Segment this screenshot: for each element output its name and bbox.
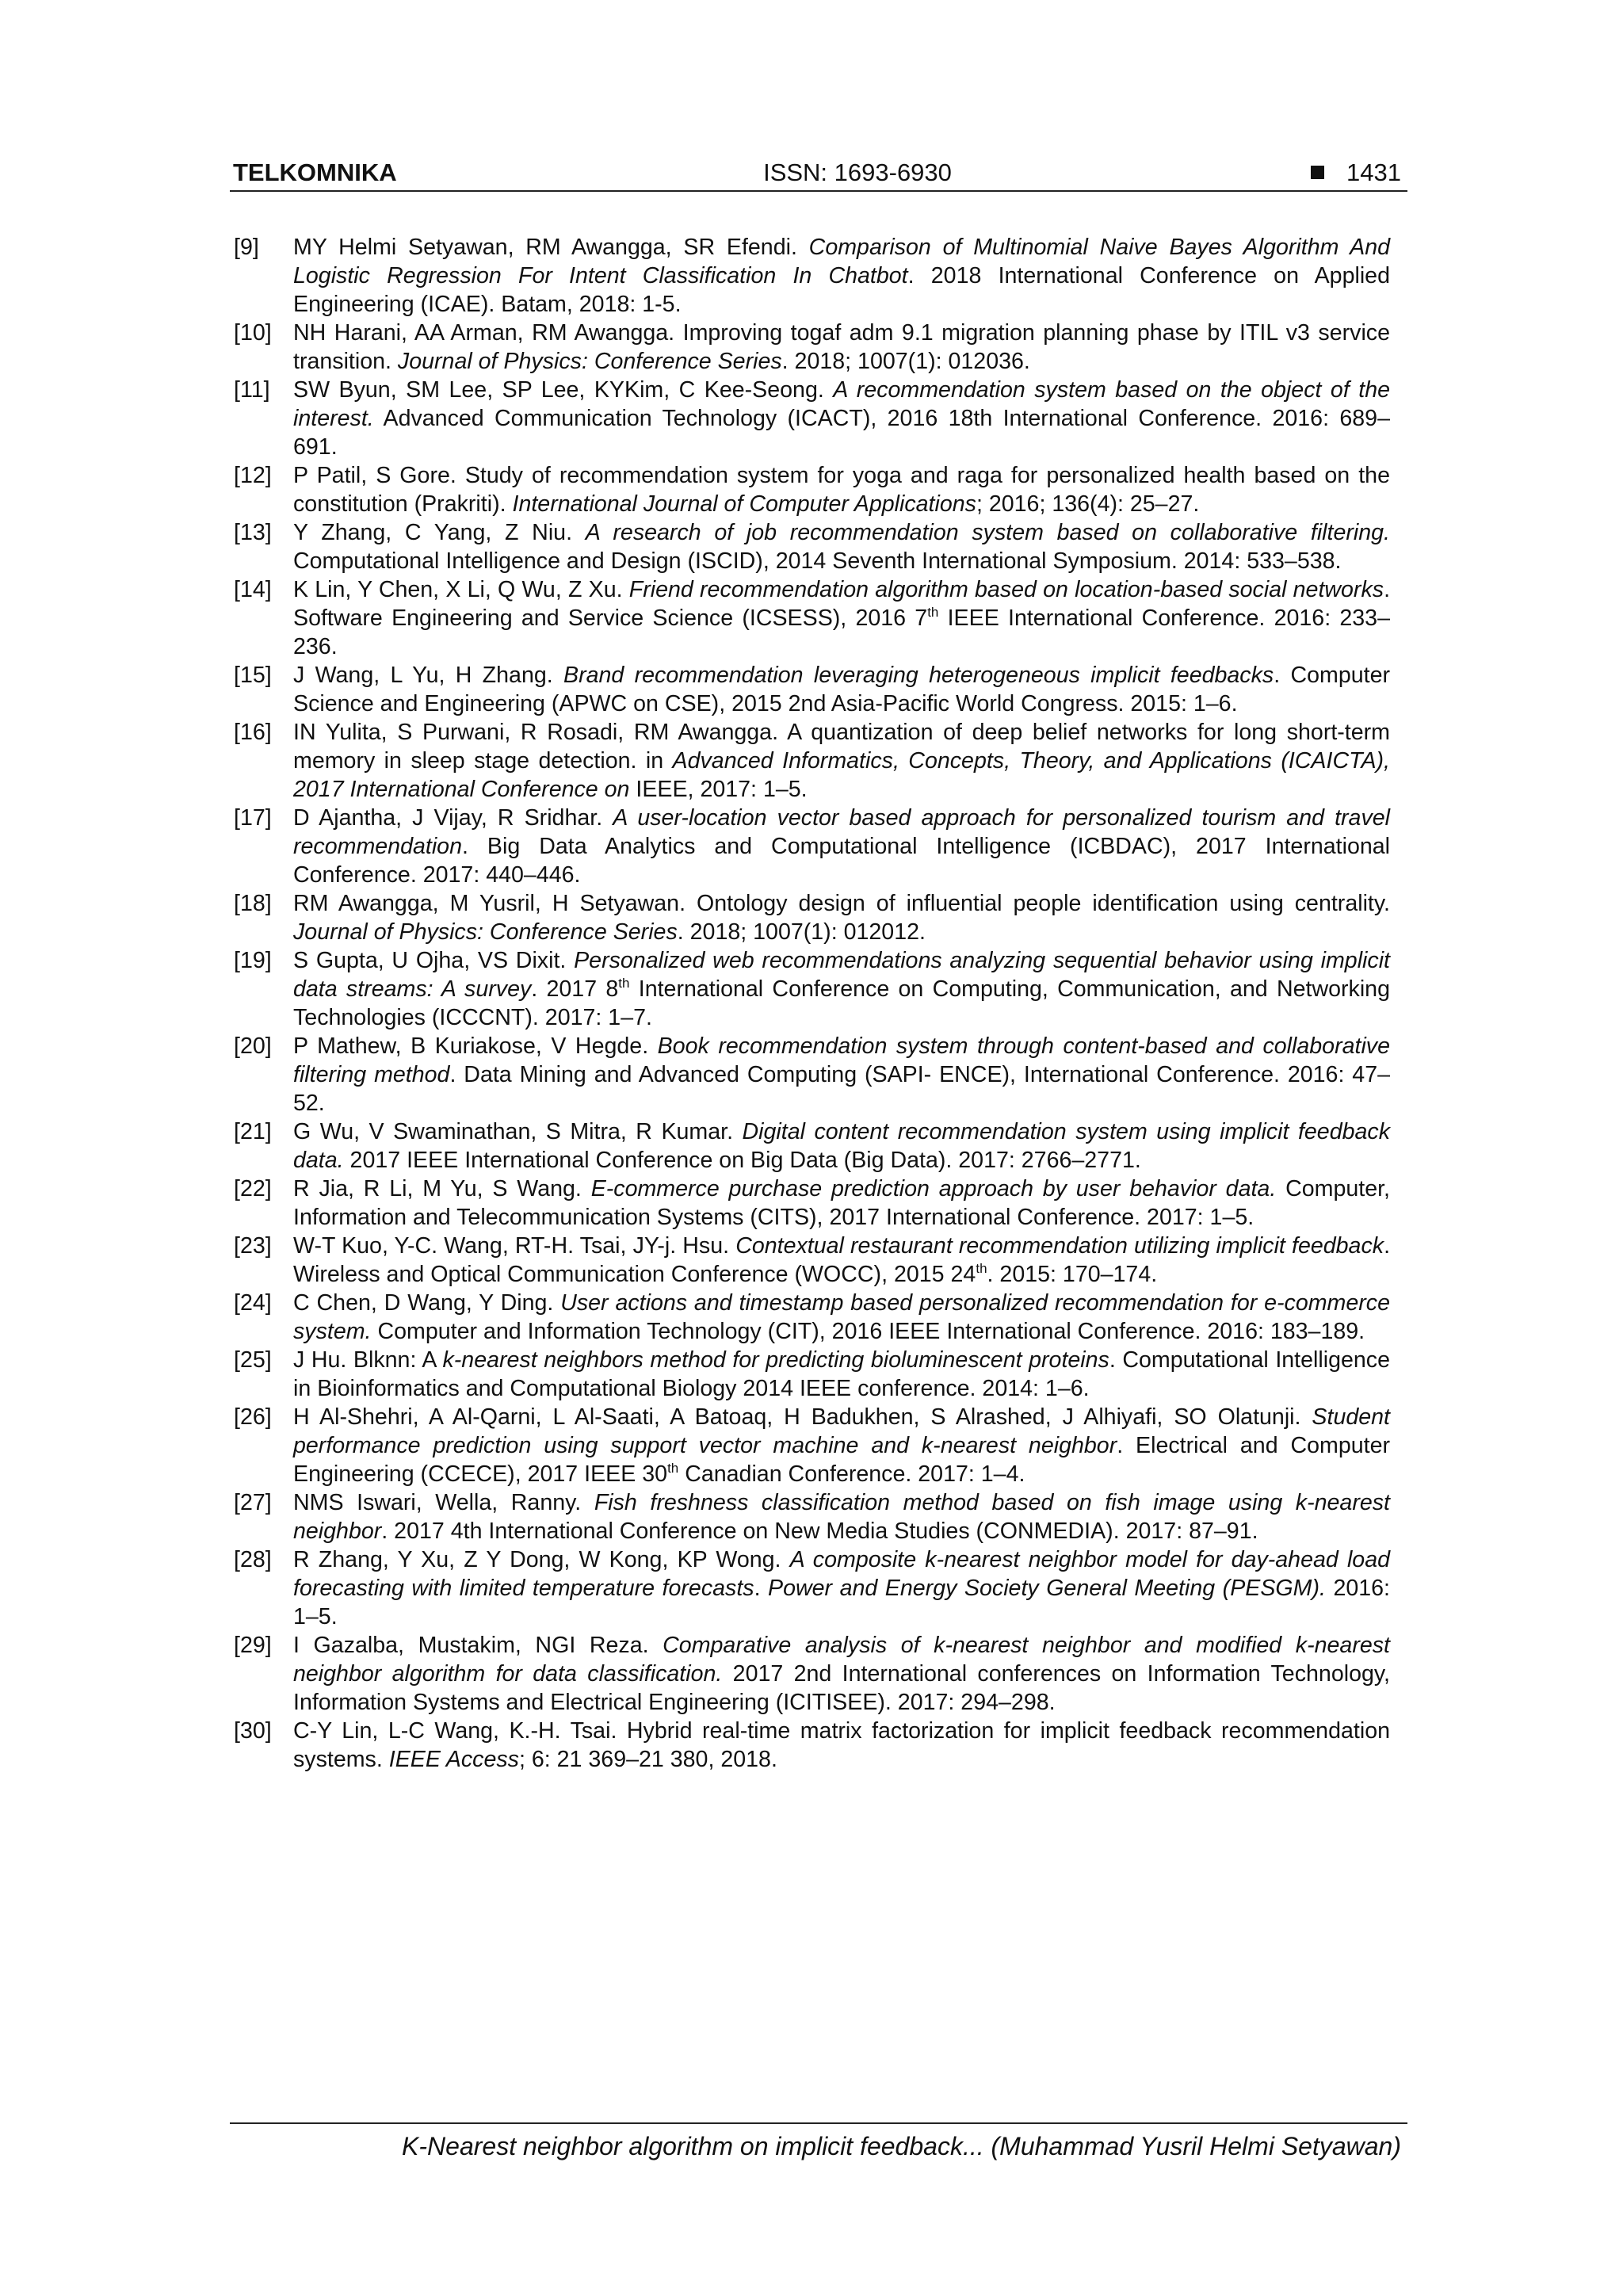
reference-item <box>234 1032 1390 1117</box>
reference-text: SW Byun, SM Lee, SP Lee, KYKim, C Kee-Seong. <box>293 377 834 403</box>
reference-item <box>234 376 1390 461</box>
black-square-icon <box>1311 166 1324 179</box>
reference-number: [18] <box>234 891 272 916</box>
ordinal-suffix: th <box>927 605 939 620</box>
reference-text: . Electrical and Computer Engineering (CCECE), 2017 IEEE 30 <box>293 1433 1390 1487</box>
reference-text: 2017 2nd International conferences on Information Technology, Information Systems and Electrical Engineering (ICITISEE). 2017: 294–298. <box>293 1661 1390 1715</box>
reference-text: . 2017 8 <box>531 976 619 1002</box>
reference-text: IEEE International Conference. 2016: 233–236. <box>293 606 1390 659</box>
reference-item <box>234 1545 1390 1631</box>
reference-text: P Patil, S Gore. Study of recommendation system for yoga and raga for personalized health based on the constitution (Prakriti). <box>293 463 1390 517</box>
reference-number: [29] <box>234 1633 272 1658</box>
page-footer <box>230 2122 1407 2161</box>
reference-number: [9] <box>234 235 259 260</box>
reference-list <box>234 233 1390 1774</box>
reference-text: Canadian Conference. 2017: 1–4. <box>678 1461 1025 1487</box>
reference-title: Journal of Physics: Conference Series <box>397 349 782 374</box>
page-number-group <box>1311 159 1401 187</box>
page-header <box>230 154 1407 192</box>
reference-number: [24] <box>234 1290 272 1316</box>
reference-text: . Big Data Analytics and Computational Intelligence (ICBDAC), 2017 International Conference. 2017: 440–446. <box>293 834 1390 888</box>
reference-text: J Hu. Blknn: A <box>293 1347 443 1373</box>
reference-item <box>234 233 1390 319</box>
page-number: 1431 <box>1346 159 1401 186</box>
reference-title: Comparative analysis of k-nearest neighbor and modified k-nearest neighbor algorithm for data classification. <box>293 1633 1390 1687</box>
reference-item <box>234 1717 1390 1774</box>
reference-number: [28] <box>234 1547 272 1572</box>
reference-title: A research of job recommendation system based on collaborative filtering. <box>585 520 1391 545</box>
reference-item <box>234 1232 1390 1289</box>
reference-item <box>234 1289 1390 1346</box>
reference-text: MY Helmi Setyawan, RM Awangga, SR Efendi. <box>293 235 809 260</box>
reference-number: [12] <box>234 463 272 488</box>
issn: ISSN: 1693-6930 <box>763 159 952 186</box>
reference-text: . 2015: 170–174. <box>987 1262 1158 1287</box>
reference-text: I Gazalba, Mustakim, NGI Reza. <box>293 1633 663 1658</box>
ordinal-suffix: th <box>976 1261 987 1276</box>
reference-title: Power and Energy Society General Meeting (PESGM). <box>768 1576 1326 1601</box>
reference-text: S Gupta, U Ojha, VS Dixit. <box>293 948 575 973</box>
reference-title: E-commerce purchase prediction approach by user behavior data. <box>590 1176 1277 1201</box>
reference-text: P Mathew, B Kuriakose, V Hegde. <box>293 1033 658 1059</box>
reference-title: Student performance prediction using support vector machine and k-nearest neighbor <box>293 1404 1390 1458</box>
reference-text: Computer, Information and Telecommunication Systems (CITS), 2017 International Conference. 2017: 1–5. <box>293 1176 1390 1230</box>
reference-number: [11] <box>234 377 270 403</box>
reference-title: Fish freshness classification method based on fish image using k-nearest neighbor <box>293 1490 1390 1544</box>
reference-item <box>234 1346 1390 1403</box>
reference-text: ; 6: 21 369–21 380, 2018. <box>518 1747 777 1772</box>
reference-number: [21] <box>234 1119 272 1144</box>
reference-text: D Ajantha, J Vijay, R Sridhar. <box>293 805 613 831</box>
reference-title: International Journal of Computer Applications <box>512 491 976 517</box>
reference-title: A user-location vector based approach for personalized tourism and travel recommendation <box>293 805 1390 859</box>
reference-number: [13] <box>234 520 272 545</box>
reference-text: NMS Iswari, Wella, Ranny. <box>293 1490 594 1515</box>
reference-title: A recommendation system based on the object of the interest. <box>293 377 1390 431</box>
reference-number: [15] <box>234 663 272 688</box>
reference-text: . 2018; 1007(1): 012036. <box>781 349 1030 374</box>
reference-text: 2017 IEEE International Conference on Big Data (Big Data). 2017: 2766–2771. <box>343 1148 1141 1173</box>
reference-title: User actions and timestamp based personalized recommendation for e-commerce system. <box>293 1290 1390 1344</box>
reference-text: 2016: 1–5. <box>293 1576 1391 1629</box>
reference-item <box>234 718 1390 804</box>
reference-item <box>234 1488 1390 1545</box>
reference-text: . <box>754 1576 769 1601</box>
reference-text: ; 2016; 136(4): 25–27. <box>976 491 1200 517</box>
reference-text: IEEE, 2017: 1–5. <box>629 777 808 802</box>
reference-text: G Wu, V Swaminathan, S Mitra, R Kumar. <box>293 1119 743 1144</box>
reference-number: [14] <box>234 577 272 602</box>
ordinal-suffix: th <box>618 976 630 991</box>
reference-text: . Data Mining and Advanced Computing (SAPI- ENCE), International Conference. 2016: 47–52. <box>293 1062 1390 1116</box>
reference-number: [20] <box>234 1033 272 1059</box>
reference-title: k-nearest neighbors method for predicting bioluminescent proteins <box>442 1347 1109 1373</box>
reference-item <box>234 661 1390 718</box>
reference-text: IN Yulita, S Purwani, R Rosadi, RM Awangga. A quantization of deep belief networks for long short-term memory in sleep stage detection. in <box>293 720 1390 774</box>
reference-number: [17] <box>234 805 272 831</box>
reference-title: Personalized web recommendations analyzing sequential behavior using implicit data streams: A survey <box>293 948 1390 1002</box>
reference-number: [25] <box>234 1347 272 1373</box>
reference-text: K Lin, Y Chen, X Li, Q Wu, Z Xu. <box>293 577 629 602</box>
reference-text: H Al-Shehri, A Al-Qarni, L Al-Saati, A Batoaq, H Badukhen, S Alrashed, J Alhiyafi, SO Olatunji. <box>293 1404 1312 1430</box>
reference-title: Journal of Physics: Conference Series <box>293 919 678 945</box>
reference-item <box>234 1631 1390 1717</box>
reference-text: Y Zhang, C Yang, Z Niu. <box>293 520 586 545</box>
reference-text: R Zhang, Y Xu, Z Y Dong, W Kong, KP Wong. <box>293 1547 790 1572</box>
reference-text: . Wireless and Optical Communication Conference (WOCC), 2015 24 <box>293 1233 1391 1287</box>
reference-text: . Computational Intelligence in Bioinformatics and Computational Biology 2014 IEEE conference. 2014: 1–6. <box>293 1347 1390 1401</box>
reference-number: [23] <box>234 1233 272 1259</box>
reference-text: International Conference on Computing, Communication, and Networking Technologies (ICCCNT). 2017: 1–7. <box>293 976 1390 1030</box>
reference-text: W-T Kuo, Y-C. Wang, RT-H. Tsai, JY-j. Hsu. <box>293 1233 736 1259</box>
reference-item <box>234 319 1390 376</box>
reference-title: Book recommendation system through content-based and collaborative filtering method <box>293 1033 1390 1087</box>
reference-text: J Wang, L Yu, H Zhang. <box>293 663 563 688</box>
reference-text: Computational Intelligence and Design (ISCID), 2014 Seventh International Symposium. 2014: 533–538. <box>293 548 1342 574</box>
reference-text: C Chen, D Wang, Y Ding. <box>293 1290 561 1316</box>
reference-title: Advanced Informatics, Concepts, Theory, and Applications (ICAICTA), 2017 International Conference on <box>293 748 1390 802</box>
reference-item <box>234 1403 1390 1488</box>
reference-title: Brand recommendation leveraging heterogeneous implicit feedbacks <box>563 663 1274 688</box>
reference-item <box>234 889 1390 946</box>
reference-item <box>234 461 1390 518</box>
reference-item <box>234 804 1390 889</box>
reference-item <box>234 575 1390 661</box>
reference-number: [16] <box>234 720 272 745</box>
reference-title: A composite k-nearest neighbor model for day-ahead load forecasting with limited temperature forecasts <box>293 1547 1391 1601</box>
reference-text: RM Awangga, M Yusril, H Setyawan. Ontology design of influential people identification using centrality. <box>293 891 1390 916</box>
footer-title: K-Nearest neighbor algorithm on implicit feedback... (Muhammad Yusril Helmi Setyawan) <box>402 2132 1401 2160</box>
reference-title: Comparison of Multinomial Naive Bayes Algorithm And Logistic Regression For Intent Classification In Chatbot <box>293 235 1390 288</box>
reference-text: Computer and Information Technology (CIT), 2016 IEEE International Conference. 2016: 183–189. <box>371 1319 1365 1344</box>
reference-number: [30] <box>234 1718 272 1744</box>
reference-title: Friend recommendation algorithm based on location-based social networks <box>628 577 1384 602</box>
reference-item <box>234 946 1390 1032</box>
reference-number: [26] <box>234 1404 272 1430</box>
reference-item <box>234 1117 1390 1175</box>
ordinal-suffix: th <box>667 1461 679 1476</box>
reference-title: Contextual restaurant recommendation utilizing implicit feedback <box>735 1233 1384 1259</box>
reference-text: R Jia, R Li, M Yu, S Wang. <box>293 1176 591 1201</box>
reference-text: Advanced Communication Technology (ICACT), 2016 18th International Conference. 2016: 689–691. <box>293 406 1390 460</box>
journal-name: TELKOMNIKA <box>233 159 397 186</box>
reference-number: [10] <box>234 320 272 346</box>
reference-text: . 2018 International Conference on Applied Engineering (ICAE). Batam, 2018: 1-5. <box>293 263 1390 317</box>
reference-text: . 2018; 1007(1): 012012. <box>677 919 926 945</box>
reference-text: . Software Engineering and Service Science (ICSESS), 2016 7 <box>293 577 1391 631</box>
reference-item <box>234 518 1390 575</box>
reference-title: IEEE Access <box>388 1747 519 1772</box>
reference-text: C-Y Lin, L-C Wang, K.-H. Tsai. Hybrid real-time matrix factorization for implicit feedback recommendation systems. <box>293 1718 1390 1772</box>
reference-number: [22] <box>234 1176 272 1201</box>
reference-number: [27] <box>234 1490 272 1515</box>
reference-item <box>234 1175 1390 1232</box>
reference-title: Digital content recommendation system using implicit feedback data. <box>293 1119 1390 1173</box>
reference-text: . 2017 4th International Conference on New Media Studies (CONMEDIA). 2017: 87–91. <box>381 1519 1258 1544</box>
reference-text: . Computer Science and Engineering (APWC on CSE), 2015 2nd Asia-Pacific World Congress. 2015: 1–6. <box>293 663 1390 716</box>
reference-text: NH Harani, AA Arman, RM Awangga. Improving togaf adm 9.1 migration planning phase by ITIL v3 service transition. <box>293 320 1390 374</box>
reference-number: [19] <box>234 948 272 973</box>
